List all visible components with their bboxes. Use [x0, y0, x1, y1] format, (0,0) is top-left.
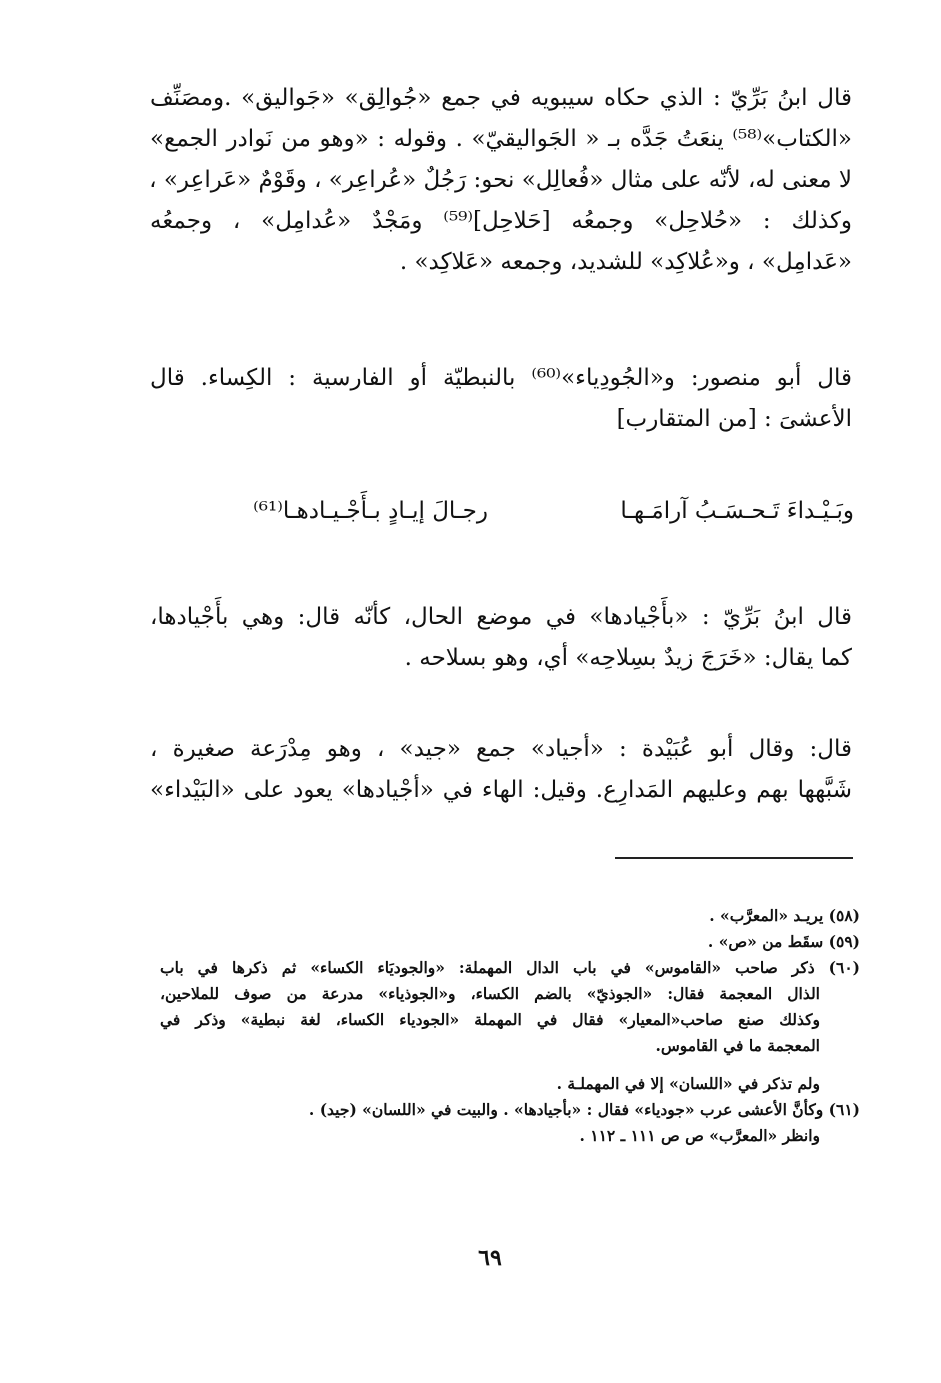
- text-line: شَبَّهها بهم وعليهم المَدارِع. وقيل: الهاء في «أجْيادها» يعود على «البَيْداء»: [150, 777, 852, 803]
- poetry-verse: [160, 498, 860, 544]
- paragraph-2: [150, 358, 852, 440]
- footnote-separator: [615, 857, 853, 859]
- footnote-58: (٥٨) يريـد «المعرَّب» .: [709, 906, 860, 925]
- text-line: كما يقال: «خَرَجَ زيدٌ بسِلاحِه» أي، وهو بسلاحه .: [404, 645, 852, 671]
- text-line: قال ابنُ بَرِّيّ : الذي حكاه سيبويه في جمع «جُوالِق» «جَواليق» .ومصَنِّف: [150, 85, 852, 111]
- paragraph-4: [150, 729, 852, 811]
- text-line: وكذلك : «حُلاحِل» وجمعُه [حَلاحِل]⁽⁵⁹⁾ ومَجْدٌ «عُدامِل» ، وجمعُه: [150, 208, 852, 234]
- text-line: «الكتاب»⁽⁵⁸⁾ ينعَتُ جَدَّه بـ « الجَواليقيّ» . وقوله : «وهو من نَوادر الجمع»: [150, 126, 852, 152]
- page-number: ٦٩: [478, 1245, 502, 1271]
- verse-second-hemistich: رجـالَ إيـادٍ بـأَجْـيـادهـا⁽⁶¹⁾: [253, 498, 488, 524]
- footnote-60-line: المعجمة ما في القاموس.: [655, 1036, 820, 1055]
- verse-first-hemistich: وبَـيْـداءَ تَـحـسَـبُ آرامَـهـا: [620, 498, 854, 524]
- footnote-60-note: ولم تذكر في «اللسان» إلا في المهملـة .: [556, 1074, 820, 1093]
- footnotes: [160, 903, 860, 1149]
- footnote-60-line: (٦٠) ذكر صاحب «القاموس» في باب الدال المهملة: «والجوديَاء الكساء» ثم ذكرها في باب: [160, 958, 860, 977]
- footnote-61: (٦١) وكأنَّ الأعشى عرب «جودياء» فقال : «بأجيادها» . والبيت في «اللسان» (جيد) .: [308, 1100, 860, 1119]
- text-line: قال ابنُ بَرِّيّ : «بأَجْيادها» في موضع الحال، كأنّه قال: وهي بأَجْيادها،: [150, 604, 852, 630]
- paragraph-1: [150, 78, 852, 283]
- text-line: قال أبو منصور: و«الجُودِياء»⁽⁶⁰⁾ بالنبطيّة أو الفارسية : الكِساء. قال: [150, 365, 852, 391]
- text-line: لا معنى له، لأنّه على مثال «فُعالِل» نحو: رَجُلٌ «عُراعِر» ، وقَوْمٌ «عَراعِر» ،: [149, 167, 852, 193]
- footnote-60-line: وكذلك صنع صاحب«المعيار» فقال في المهملة «الجودياء الكساء، لغة نبطية» وذكر في: [160, 1010, 820, 1029]
- footnote-59: (٥٩) سقَط من «ص» .: [707, 932, 860, 951]
- footnote-61-ref: وانظر «المعرَّب» ص ص ١١١ ـ ١١٢ .: [579, 1126, 820, 1145]
- text-line: قال: وقال أبو عُبَيْدة : «أجياد» جمع «جيد» ، وهو مِدْرَعة صغيرة ،: [150, 736, 852, 762]
- footnote-60-line: الذال المعجمة فقال: «الجوذيّ» بالضم الكساء، و«الجوذياء» مدرعة من صوف للملاحين،: [160, 984, 820, 1003]
- paragraph-3: [150, 597, 852, 679]
- text-line: الأعشىَ : [من المتقارب]: [616, 406, 852, 432]
- text-line: «عَدامِل» ، و«عُلاكِد» للشديد، وجمعه «عَلاكِد» .: [399, 249, 852, 275]
